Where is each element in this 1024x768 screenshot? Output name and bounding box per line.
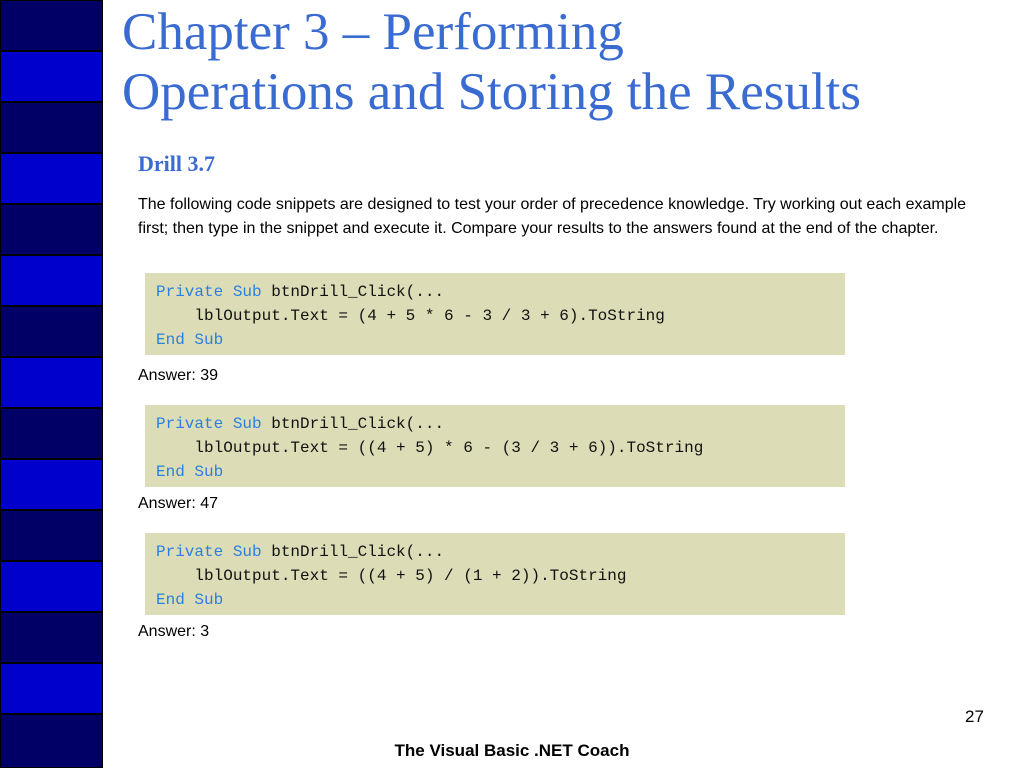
code-snippet-1 (145, 273, 845, 355)
sidebar-block (0, 612, 103, 663)
decorative-sidebar (0, 0, 103, 768)
sidebar-block (0, 306, 103, 357)
sidebar-block (0, 204, 103, 255)
code-text: btnDrill_Click(... (261, 415, 445, 433)
sidebar-block (0, 51, 103, 102)
answer-3: Answer: 3 (138, 623, 210, 640)
code-keyword: Private Sub (156, 283, 262, 301)
sidebar-block (0, 0, 103, 51)
sidebar-block (0, 153, 103, 204)
sidebar-block (0, 255, 103, 306)
code-keyword: Private Sub (156, 415, 262, 433)
title-line-2: Operations and Storing the Results (122, 63, 861, 121)
code-text: btnDrill_Click(... (261, 543, 445, 561)
code-line-body: lblOutput.Text = ((4 + 5) * 6 - (3 / 3 + 6)).ToString (156, 439, 704, 457)
code-line-signature (156, 540, 834, 564)
sidebar-block (0, 408, 103, 459)
code-line-body: lblOutput.Text = (4 + 5 * 6 - 3 / 3 + 6).ToString (156, 307, 665, 325)
sidebar-block (0, 459, 103, 510)
intro-paragraph: The following code snippets are designed to test your order of precedence knowledge. Try working out each example first; then type in the snippet and execute it. Compare your results to the answers found at the end of the chapter. (138, 196, 967, 237)
code-text: btnDrill_Click(... (261, 283, 445, 301)
code-snippet-3 (145, 533, 845, 615)
code-line-end: End Sub (156, 331, 224, 349)
code-keyword: Private Sub (156, 543, 262, 561)
answer-1: Answer: 39 (138, 367, 219, 384)
answer-2: Answer: 47 (138, 495, 219, 512)
code-line-end: End Sub (156, 591, 224, 609)
code-line-body: lblOutput.Text = ((4 + 5) / (1 + 2)).ToString (156, 567, 627, 585)
title-line-1: Chapter 3 – Performing (122, 3, 624, 61)
sidebar-block (0, 510, 103, 561)
code-line-end: End Sub (156, 463, 224, 481)
slide-title (122, 2, 1012, 122)
page-number: 27 (965, 707, 984, 726)
sidebar-block (0, 561, 103, 612)
sidebar-block (0, 357, 103, 408)
code-line-signature (156, 280, 834, 304)
drill-heading: Drill 3.7 (138, 151, 215, 176)
sidebar-block (0, 102, 103, 153)
footer-text: The Visual Basic .NET Coach (394, 741, 630, 760)
code-line-signature (156, 412, 834, 436)
code-snippet-2 (145, 405, 845, 487)
sidebar-block (0, 663, 103, 714)
